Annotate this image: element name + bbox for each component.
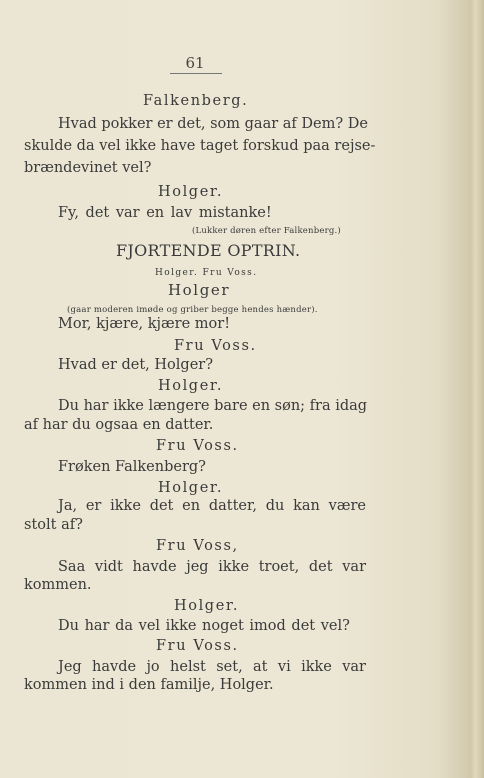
speaker-fru-voss: Fru Voss. [156,638,239,654]
speaker-fru-voss: Fru Voss. [174,338,257,354]
scene-persons: Holger. Fru Voss. [155,268,258,278]
dialogue-line: brændevinet vel? [24,160,152,176]
speaker-falkenberg: Falkenberg. [143,93,249,109]
dialogue-line: kommen. [24,577,92,593]
dialogue-line: Mor, kjære, kjære mor! [58,316,231,332]
dialogue-line: kommen ind i den familje, Holger. [24,677,274,693]
speaker-holger: Holger. [174,598,240,614]
dialogue-line: Hvad er det, Holger? [58,357,213,373]
speaker-holger: Holger. [158,184,224,200]
speaker-fru-voss: Fru Voss, [156,538,239,554]
dialogue-line: Frøken Falkenberg? [58,459,206,475]
dialogue-line: Du har da vel ikke noget imod det vel? [58,618,350,634]
stage-direction: (gaar moderen imøde og griber begge hendes hænder). [67,305,318,315]
speaker-fru-voss: Fru Voss. [156,438,239,454]
speaker-holger: Holger. [158,480,224,496]
dialogue-line: Ja, er ikke det en datter, du kan være [58,498,366,514]
dialogue-line: skulde da vel ikke have taget forskud paa rejse- [24,138,376,154]
page-edge [470,0,484,778]
dialogue-line: af har du ogsaa en datter. [24,417,214,433]
page-number: 61 [185,54,205,72]
speaker-holger: Holger [168,281,231,299]
dialogue-line: Jeg havde jo helst set, at vi ikke var [58,659,366,675]
page-number-rule [170,73,222,74]
dialogue-line: Fy, det var en lav mistanke! [58,205,272,221]
dialogue-line: stolt af? [24,517,83,533]
dialogue-line: Du har ikke længere bare en søn; fra idag [58,398,368,414]
speaker-holger: Holger. [158,378,224,394]
dialogue-line: Saa vidt havde jeg ikke troet, det var [58,559,366,575]
stage-direction: (Lukker døren efter Falkenberg.) [192,226,341,236]
dialogue-line: Hvad pokker er det, som gaar af Dem? De [58,116,368,132]
scene-heading: FJORTENDE OPTRIN. [116,241,301,260]
